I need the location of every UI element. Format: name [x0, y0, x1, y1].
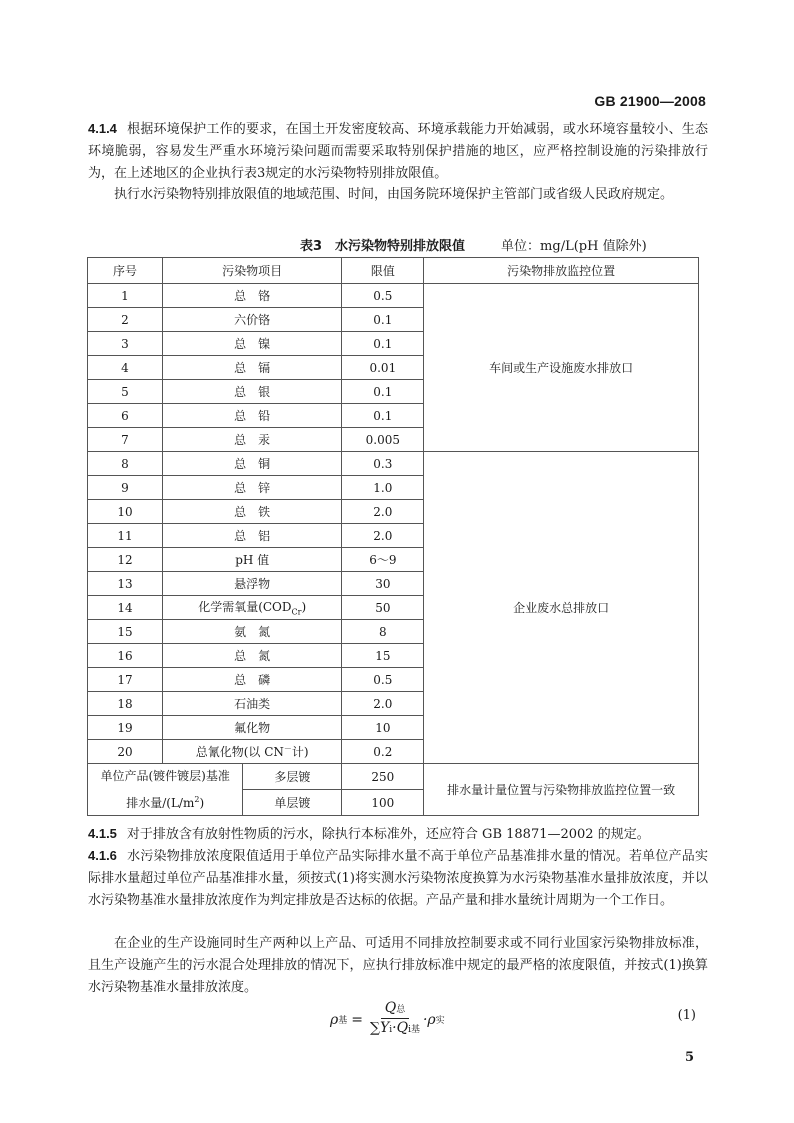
cell-no: 20 [88, 740, 163, 764]
cell-no: 8 [88, 452, 163, 476]
label-superscript: 2 [194, 795, 200, 804]
formula-fraction [370, 1000, 420, 1039]
cell-no: 18 [88, 692, 163, 716]
cell-baseline-label [88, 764, 243, 816]
clause-4-1-6-para2: 在企业的生产设施同时生产两种以上产品、可适用不同排放控制要求或不同行业国家污染物排放标准，且生产设施产生的污水混合处理排放的情况下，应执行排放标准中规定的最严格的浓度限值，并按式(1)换算水污染物基准水量排放浓度。 [88, 936, 708, 995]
table-caption [300, 235, 700, 254]
baseline-label-line1: 单位产品(镀件镀层)基准 [100, 769, 230, 783]
den-sum: ∑Y [369, 1020, 390, 1036]
den-sub: i基 [408, 1025, 420, 1035]
table-row [88, 284, 699, 308]
cell-item: 总 磷 [163, 668, 342, 692]
cell-baseline-location: 排水量计量位置与污染物排放监控位置一致 [424, 764, 699, 816]
cell-item: 总 铁 [163, 500, 342, 524]
table-row [88, 452, 699, 476]
cell-limit: 0.1 [342, 308, 424, 332]
clause-number: 4.1.4 [88, 121, 117, 136]
cell-limit: 30 [342, 572, 424, 596]
cell-no: 12 [88, 548, 163, 572]
cell-limit: 0.01 [342, 356, 424, 380]
cell-limit: 1.0 [342, 476, 424, 500]
cell-item: 总 氮 [163, 644, 342, 668]
cell-location-total-outlet: 企业废水总排放口 [424, 452, 699, 764]
cell-item: 总 汞 [163, 428, 342, 452]
clause-text: 水污染物排放浓度限值适用于单位产品实际排水量不高于单位产品基准排水量的情况。若单位产品实际排水量超过单位产品基准排水量，须按式(1)将实测水污染物浓度换算为水污染物基准水量排放浓度，并以水污染物基准水量排放浓度作为判定排放是否达标的依据。产品产量和排水量统计周期为一个工作日。 [88, 849, 708, 908]
emission-limits-table [87, 257, 699, 816]
cell-limit: 2.0 [342, 524, 424, 548]
item-text: 总氰化物(以 CN [195, 745, 284, 759]
standard-code: GB 21900—2008 [594, 93, 706, 109]
clause-text: 对于排放含有放射性物质的污水，除执行本标准外，还应符合 GB 18871—2002 的规定。 [126, 827, 650, 842]
den-sub-i: i [389, 1025, 393, 1035]
cell-limit: 0.5 [342, 668, 424, 692]
item-superscript: － [283, 744, 292, 753]
cell-no: 9 [88, 476, 163, 500]
cell-limit: 0.005 [342, 428, 424, 452]
cell-no: 7 [88, 428, 163, 452]
cell-item [163, 740, 342, 764]
formula-numerator [381, 1000, 410, 1019]
baseline-label-line2 [88, 788, 242, 815]
cell-item: 总 锌 [163, 476, 342, 500]
cell-item: 总 铅 [163, 404, 342, 428]
clause-4-1-5 [88, 823, 708, 846]
cell-limit: 10 [342, 716, 424, 740]
formula-lhs-sub: 基 [338, 1016, 348, 1026]
cell-no: 11 [88, 524, 163, 548]
cell-no: 1 [88, 284, 163, 308]
cell-no: 6 [88, 404, 163, 428]
num-q: Q [384, 1000, 397, 1016]
clause-4-1-4 [88, 118, 708, 185]
cell-item: 悬浮物 [163, 572, 342, 596]
cell-location-workshop: 车间或生产设施废水排放口 [424, 284, 699, 452]
cell-multi-layer: 多层镀 [243, 764, 342, 790]
clause-4-1-4-para2: 执行水污染物特别排放限值的地域范围、时间，由国务院环境保护主管部门或省级人民政府规定。 [114, 187, 674, 202]
cell-item: 六价铬 [163, 308, 342, 332]
cell-limit: 50 [342, 596, 424, 620]
cell-no: 15 [88, 620, 163, 644]
page-number: 5 [684, 1050, 694, 1065]
cell-limit: 0.1 [342, 404, 424, 428]
item-tail: 计) [291, 745, 309, 759]
cell-limit: 2.0 [342, 692, 424, 716]
cell-no: 5 [88, 380, 163, 404]
cell-item: 总 镉 [163, 356, 342, 380]
clause-number: 4.1.5 [88, 826, 117, 841]
cell-single-value: 100 [342, 790, 424, 816]
clause-number: 4.1.6 [88, 848, 117, 863]
den-q: ·Q [392, 1020, 409, 1036]
cell-limit: 8 [342, 620, 424, 644]
formula-equals: = [351, 1011, 363, 1028]
cell-limit: 15 [342, 644, 424, 668]
label-text: 排水量/(L/m [126, 796, 195, 810]
item-text: 化学需氧量(COD [198, 600, 292, 615]
cell-item: 总 铬 [163, 284, 342, 308]
cell-item: 氨 氮 [163, 620, 342, 644]
formula-rhs-sub: 实 [435, 1016, 445, 1026]
cell-no: 19 [88, 716, 163, 740]
table-unit: 单位：mg/L(pH 值除外) [501, 239, 647, 254]
equation-number: (1) [677, 1008, 696, 1023]
table-header-row [88, 258, 699, 284]
table-title: 表3 水污染物特别排放限值 [300, 239, 466, 254]
formula-rhs: ·ρ [422, 1011, 436, 1028]
cell-no: 14 [88, 596, 163, 620]
cell-item [163, 596, 342, 620]
cell-item: 总 铜 [163, 452, 342, 476]
cell-no: 16 [88, 644, 163, 668]
baseline-row-multi [88, 764, 699, 790]
header-limit: 限值 [342, 258, 424, 284]
num-sub: 总 [396, 1005, 406, 1015]
clause-text: 根据环境保护工作的要求，在国土开发密度较高、环境承载能力开始减弱，或水环境容量较小、生态环境脆弱，容易发生严重水环境污染问题而需要采取特别保护措施的地区，应严格控制设施的污染排放行为，在上述地区的企业执行表3规定的水污染物特别排放限值。 [88, 122, 708, 181]
cell-no: 17 [88, 668, 163, 692]
cell-item: pH 值 [163, 548, 342, 572]
cell-limit: 0.3 [342, 452, 424, 476]
formula-lhs: ρ [330, 1011, 339, 1028]
cell-limit: 0.1 [342, 380, 424, 404]
clause-4-1-6 [88, 845, 708, 912]
cell-no: 13 [88, 572, 163, 596]
cell-limit: 0.1 [342, 332, 424, 356]
header-serial: 序号 [88, 258, 163, 284]
cell-item: 总 银 [163, 380, 342, 404]
cell-item: 氟化物 [163, 716, 342, 740]
cell-item: 总 镍 [163, 332, 342, 356]
cell-no: 4 [88, 356, 163, 380]
cell-no: 10 [88, 500, 163, 524]
cell-limit: 0.2 [342, 740, 424, 764]
item-tail: ) [301, 600, 307, 615]
header-pollutant: 污染物项目 [163, 258, 342, 284]
item-subscript: Cr [291, 607, 302, 617]
formula-1 [330, 1000, 445, 1039]
formula-denominator [370, 1019, 420, 1039]
cell-limit: 0.5 [342, 284, 424, 308]
cell-limit: 2.0 [342, 500, 424, 524]
cell-no: 2 [88, 308, 163, 332]
cell-multi-value: 250 [342, 764, 424, 790]
cell-no: 3 [88, 332, 163, 356]
header-location: 污染物排放监控位置 [424, 258, 699, 284]
cell-item: 总 铝 [163, 524, 342, 548]
cell-limit: 6～9 [342, 548, 424, 572]
cell-item: 石油类 [163, 692, 342, 716]
cell-single-layer: 单层镀 [243, 790, 342, 816]
label-tail: ) [199, 796, 205, 810]
